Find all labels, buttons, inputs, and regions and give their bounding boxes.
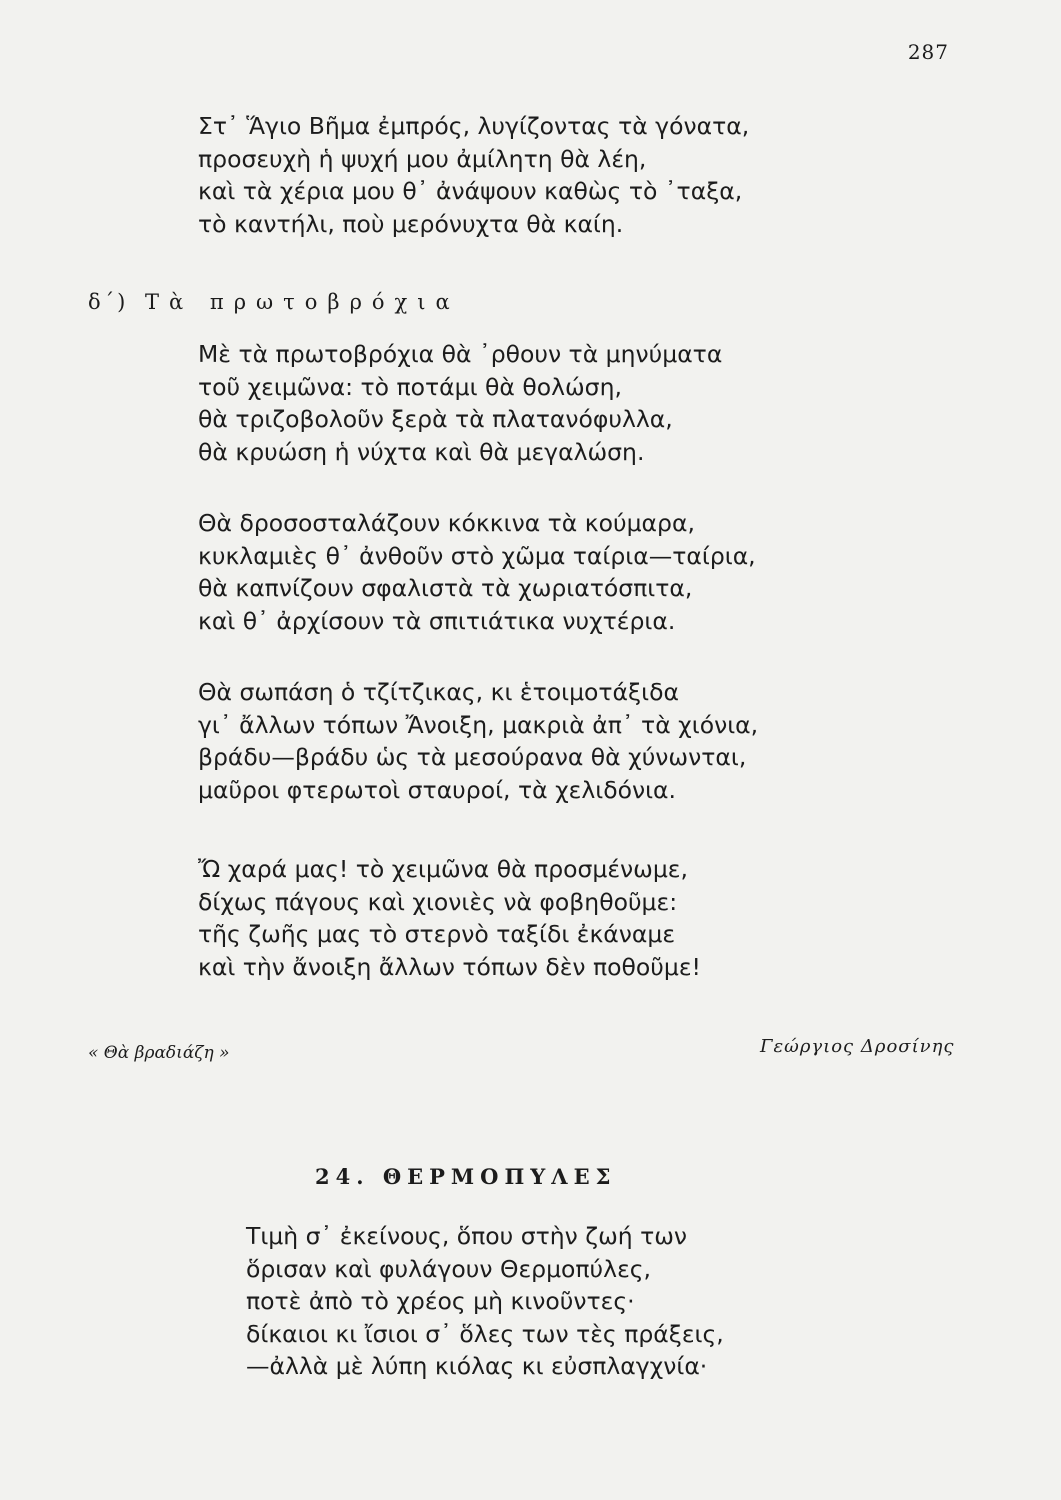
verse-line: Θὰ δροσοσταλάζουν κόκκινα τὰ κούμαρα, — [198, 509, 695, 537]
poem-title: 24. ΘΕΡΜΟΠΥΛΕΣ — [315, 1164, 617, 1189]
author-name: Γεώργιος Δροσίνης — [760, 1036, 955, 1057]
section-number: δ΄) — [88, 290, 129, 314]
verse-line: προσευχὴ ἡ ψυχή μου ἀμίλητη θὰ λέη, — [198, 144, 647, 173]
verse-line: γι᾿ ἄλλων τόπων Ἄνοιξη, μακριὰ ἀπ᾿ τὰ χιόνια, — [198, 710, 759, 739]
verse-line: ὅρισαν καὶ φυλάγουν Θερμοπύλες, — [246, 1254, 652, 1283]
verse-line: Μὲ τὰ πρωτοβρόχια θὰ ᾽ρθουν τὰ μηνύματα — [198, 340, 723, 368]
stanza-top — [198, 110, 749, 240]
verse-line: βράδυ—βράδυ ὡς τὰ μεσούρανα θὰ χύνωνται, — [198, 743, 747, 771]
verse-line: κυκλαμιὲς θ᾿ ἀνθοῦν στὸ χῶμα ταίρια—ταίρια, — [198, 541, 756, 570]
stanza-1 — [198, 338, 722, 468]
verse-line: καὶ θ᾿ ἀρχίσουν τὰ σπιτιάτικα νυχτέρια. — [198, 606, 676, 635]
verse-line: Στ᾿ Ἅγιο Βῆμα ἐμπρός, λυγίζοντας τὰ γόνατα, — [198, 112, 750, 140]
verse-line: μαῦροι φτερωτοὶ σταυροί, τὰ χελιδόνια. — [198, 775, 677, 804]
stanza-2 — [198, 507, 756, 637]
verse-line: δίκαιοι κι ἴσιοι σ᾿ ὅλες των τὲς πράξεις, — [246, 1319, 724, 1348]
verse-line: Ὤ χαρά μας! τὸ χειμῶνα θὰ προσμένωμε, — [198, 855, 688, 883]
verse-line: Τιμὴ σ᾿ ἐκείνους, ὅπου στὴν ζωή των — [246, 1222, 688, 1250]
section-title: Τὰ πρωτοβρόχια — [145, 290, 460, 314]
verse-line: —ἀλλὰ μὲ λύπη κιόλας κι εὐσπλαγχνία· — [246, 1352, 708, 1380]
verse-line: καὶ τὴν ἄνοιξη ἄλλων τόπων δὲν ποθοῦμε! — [198, 952, 701, 981]
source-citation: « Θὰ βραδιάζη » — [88, 1043, 230, 1063]
stanza-3 — [198, 676, 758, 806]
verse-line: καὶ τὰ χέρια μου θ᾿ ἀνάψουν καθὼς τὸ ᾽ταξα, — [198, 177, 743, 205]
section-heading — [88, 290, 460, 314]
verse-line: θὰ τριζοβολοῦν ξερὰ τὰ πλατανόφυλλα, — [198, 405, 673, 433]
page-number: 287 — [907, 40, 949, 64]
verse-line: δίχως πάγους καὶ χιονιὲς νὰ φοβηθοῦμε: — [198, 887, 678, 916]
stanza-poem2 — [246, 1220, 724, 1383]
verse-line: θὰ καπνίζουν σφαλιστὰ τὰ χωριατόσπιτα, — [198, 574, 693, 602]
verse-line: ποτὲ ἀπὸ τὸ χρέος μὴ κινοῦντες· — [246, 1287, 635, 1315]
verse-line: Θὰ σωπάση ὁ τζίτζικας, κι ἑτοιμοτάξιδα — [198, 678, 679, 706]
verse-line: τοῦ χειμῶνα: τὸ ποτάμι θὰ θολώση, — [198, 372, 622, 401]
verse-line: τῆς ζωῆς μας τὸ στερνὸ ταξίδι ἐκάναμε — [198, 920, 676, 948]
verse-line: τὸ καντήλι, ποὺ μερόνυχτα θὰ καίη. — [198, 209, 624, 238]
verse-line: θὰ κρυώση ἡ νύχτα καὶ θὰ μεγαλώση. — [198, 437, 645, 466]
stanza-4 — [198, 853, 701, 983]
